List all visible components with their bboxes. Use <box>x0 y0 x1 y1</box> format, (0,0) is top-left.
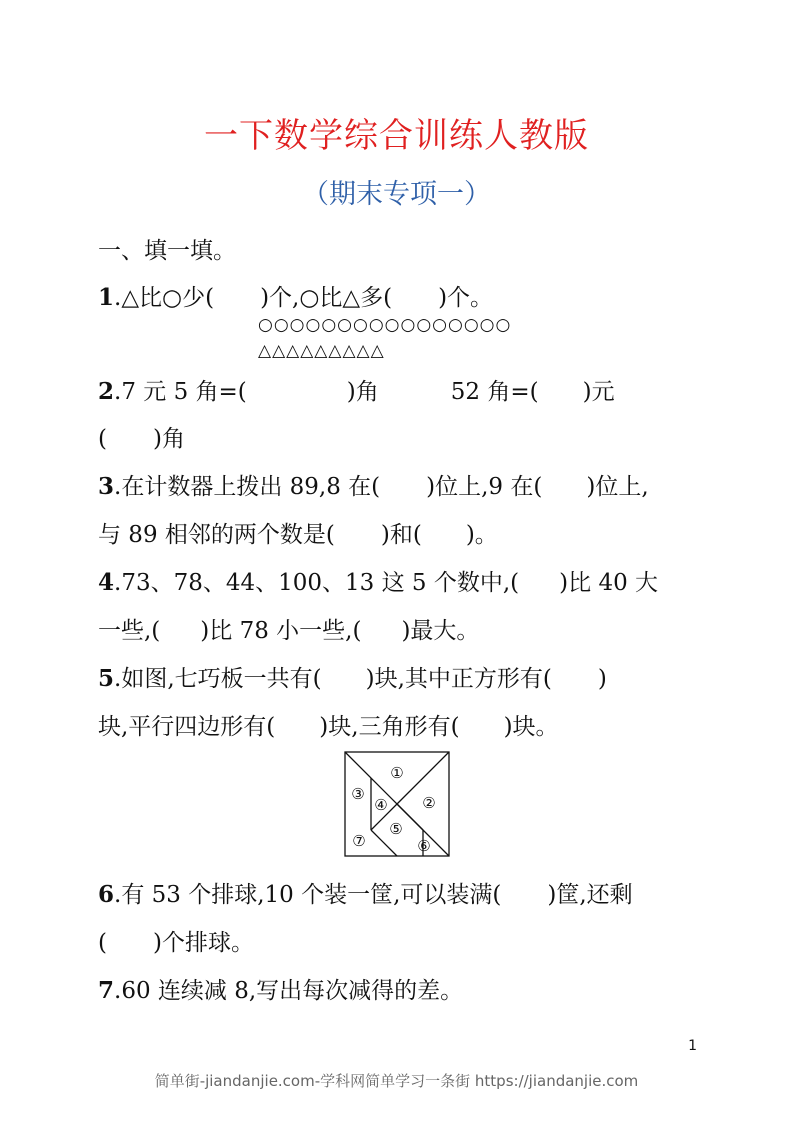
tangram-label-5: ⑤ <box>389 820 403 838</box>
question-1 <box>98 279 493 312</box>
q3-text-d: 与 89 相邻的两个数是( <box>98 522 335 548</box>
question-3 <box>98 468 649 501</box>
page-title: 一下数学综合训练人教版 <box>204 116 589 156</box>
q7-text-a: .60 连续减 8,写出每次减得的差。 <box>114 978 464 1004</box>
tangram-label-1: ① <box>390 764 404 782</box>
question-6 <box>98 876 633 909</box>
q4-text-a: .73、78、44、100、13 这 5 个数中,( <box>114 570 520 596</box>
tangram-label-3: ③ <box>351 785 365 803</box>
q2-text-f: )角 <box>152 426 185 452</box>
q4-text-b: )比 40 大 <box>559 570 659 596</box>
q5-text-c: ) <box>597 666 607 692</box>
q3-text-c: )位上, <box>586 474 649 500</box>
q4-text-d: )比 78 小一些,( <box>200 618 362 644</box>
question-5-cont <box>98 708 559 741</box>
question-number: 7 <box>98 977 115 1004</box>
q1-text-a: .△比○少( <box>114 285 215 311</box>
footer-watermark[interactable]: 简单街-jiandanjie.com-学科网简单学习一条街 https://jiandanjie.com <box>154 1072 639 1090</box>
page-subtitle: （期末专项一） <box>302 179 491 210</box>
question-2-cont <box>98 420 185 453</box>
question-2 <box>98 373 615 406</box>
q4-text-c: 一些,( <box>98 618 161 644</box>
q3-text-f: )。 <box>465 522 498 548</box>
q5-text-e: )块,三角形有( <box>319 714 460 740</box>
question-4 <box>98 564 658 597</box>
question-4-cont <box>98 612 479 645</box>
tangram-label-7: ⑦ <box>352 832 366 850</box>
q2-text-a: .7 元 5 角=( <box>114 379 247 405</box>
question-number: 6 <box>98 881 115 908</box>
q2-text-d: )元 <box>582 379 615 405</box>
tangram-figure <box>343 750 451 858</box>
triangles-row: △△△△△△△△△ <box>258 341 385 361</box>
question-3-cont <box>98 516 498 549</box>
q2-text-b: )角 <box>346 379 379 405</box>
question-7 <box>98 972 463 1005</box>
q6-text-a: .有 53 个排球,10 个装一筐,可以装满( <box>114 882 502 908</box>
q6-text-c: ( <box>98 930 107 956</box>
q6-text-d: )个排球。 <box>152 930 254 956</box>
q2-text-c: 52 角=( <box>450 379 539 405</box>
q1-text-c: )个。 <box>438 285 494 311</box>
question-number: 1 <box>98 284 115 311</box>
question-number: 2 <box>98 378 115 405</box>
circles-row: ○○○○○○○○○○○○○○○○ <box>258 315 512 335</box>
q5-text-a: .如图,七巧板一共有( <box>114 666 322 692</box>
q6-text-b: )筐,还剩 <box>547 882 633 908</box>
tangram-label-2: ② <box>422 794 436 812</box>
q2-text-e: ( <box>98 426 107 452</box>
question-number: 3 <box>98 473 115 500</box>
question-6-cont <box>98 924 254 957</box>
question-number: 5 <box>98 665 115 692</box>
q5-text-d: 块,平行四边形有( <box>98 714 276 740</box>
q3-text-e: )和( <box>380 522 422 548</box>
page-number: 1 <box>688 1038 697 1054</box>
tangram-label-6: ⑥ <box>417 837 431 855</box>
section-heading: 一、填一填。 <box>98 238 236 264</box>
q4-text-e: )最大。 <box>401 618 480 644</box>
question-number: 4 <box>98 569 115 596</box>
q5-text-f: )块。 <box>503 714 559 740</box>
q1-text-b: )个,○比△多( <box>260 285 393 311</box>
q3-text-a: .在计数器上拨出 89,8 在( <box>114 474 381 500</box>
q3-text-b: )位上,9 在( <box>426 474 543 500</box>
q5-text-b: )块,其中正方形有( <box>365 666 552 692</box>
tangram-label-4: ④ <box>374 796 388 814</box>
question-5 <box>98 660 607 693</box>
